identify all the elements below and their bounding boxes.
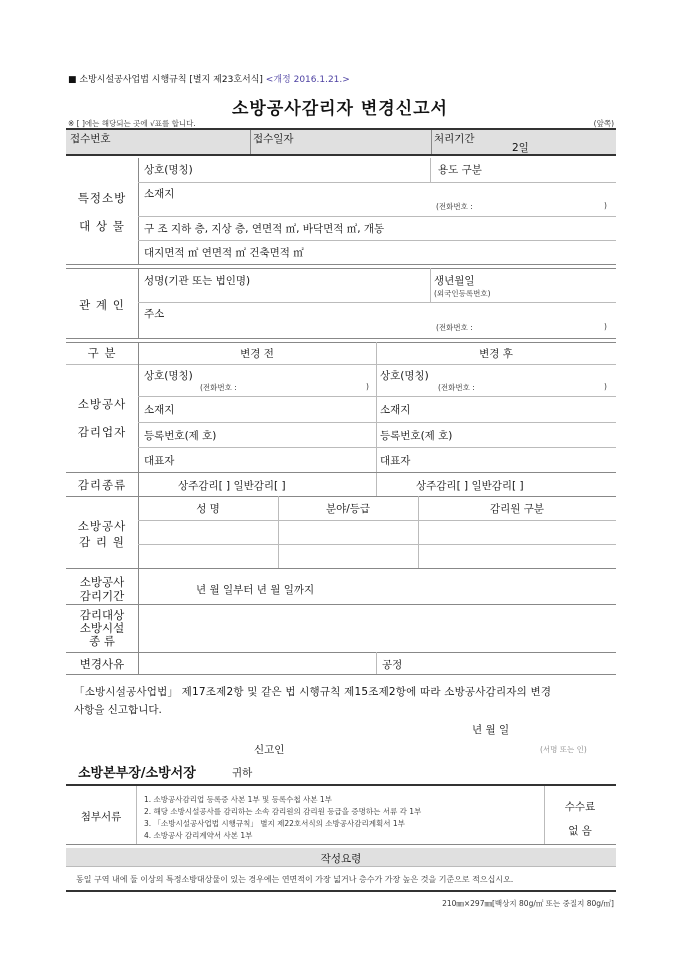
receipt-number-label: 접수번호	[70, 133, 111, 145]
target-name-label: 상호(명칭)	[144, 164, 193, 176]
change-reason-label: 변경사유	[79, 657, 125, 671]
target-section-line2: 대 상 물	[79, 219, 125, 233]
after-representative-label: 대표자	[380, 455, 411, 467]
attachment-item-1: 1. 소방공사감리업 등록증 사본 1부 및 등록수첩 사본 1부	[144, 795, 332, 804]
usage-type-label: 용도 구분	[438, 164, 482, 176]
facility-label-line1: 감리대상	[79, 608, 125, 622]
instructions-title: 작성요령	[320, 853, 362, 865]
fee-value: 없 음	[568, 825, 592, 837]
after-type-options[interactable]: 상주감리[ ] 일반감리[ ]	[416, 480, 524, 492]
receipt-row	[66, 130, 616, 154]
foreign-reg-label: (외국인등록번호)	[434, 289, 491, 298]
related-section: 관 계 인	[79, 298, 125, 312]
before-change-header: 변경 전	[240, 348, 274, 360]
supervisor-field-header: 분야/등급	[325, 503, 371, 515]
after-phone-close: )	[604, 382, 607, 391]
contractor-section-line1: 소방공사	[77, 397, 127, 411]
declaration-line1: 「소방시설공사업법」 제17조제2항 및 같은 법 시행규칙 제15조제2항에 따라 소방공사감리자의 변경	[74, 686, 552, 698]
receipt-date-label: 접수일자	[253, 133, 294, 145]
law-reference-text: ■ 소방시설공사업법 시행규칙 [별지 제23호서식]	[68, 75, 263, 85]
law-reference	[68, 72, 350, 85]
facility-label-line3: 종 류	[89, 634, 115, 648]
form-title: 소방공사감리자 변경신고서	[232, 99, 448, 119]
supervision-type-label: 감리종류	[77, 478, 127, 492]
before-reg-number-label: 등록번호(제 호)	[144, 430, 217, 442]
declaration-line2: 사항을 신고합니다.	[74, 704, 162, 716]
contractor-section-line2: 감리업자	[77, 425, 127, 439]
before-phone-close: )	[366, 382, 369, 391]
attachment-item-4: 4. 소방공사 감리계약서 사본 1부	[144, 831, 253, 840]
category-header: 구 분	[87, 346, 117, 360]
after-phone-label: (전화번호 :	[438, 383, 475, 392]
check-note: ※ [ ]에는 해당되는 곳에 √표를 합니다.	[68, 119, 196, 128]
fee-label: 수수료	[564, 801, 596, 813]
supervisor-type-header: 감리원 구분	[489, 503, 545, 515]
attachment-item-3: 3. 「소방시설공사업법 시행규칙」 별지 제22호서식의 소방공사감리계획서 1부	[144, 819, 405, 828]
before-address-label: 소재지	[144, 404, 175, 416]
related-phone-close: )	[604, 322, 607, 331]
period-label-line1: 소방공사	[79, 575, 125, 589]
supervision-period-text: 년 월 일부터 년 월 일까지	[196, 584, 315, 596]
target-address-label: 소재지	[144, 188, 175, 200]
recipient: 소방본부장/소방서장	[78, 766, 196, 781]
related-name-label: 성명(기관 또는 법인명)	[144, 275, 251, 287]
supervisor-name-header: 성 명	[196, 503, 220, 515]
after-name-label: 상호(명칭)	[380, 370, 429, 382]
after-reg-number-label: 등록번호(제 호)	[380, 430, 453, 442]
before-name-label: 상호(명칭)	[144, 370, 193, 382]
instructions-text: 동일 구역 내에 둘 이상의 특정소방대상물이 있는 경우에는 연면적이 가장 넓거나 층수가 가장 높은 것을 기준으로 적으십시오.	[76, 875, 514, 884]
facility-label-line2: 소방시설	[79, 621, 125, 635]
target-phone-label: (전화번호 :	[436, 202, 473, 211]
target-phone-close: )	[604, 201, 607, 210]
before-phone-label: (전화번호 :	[200, 383, 237, 392]
birth-date-label: 생년월일	[434, 275, 475, 287]
revision-date: <개정 2016.1.21.>	[265, 75, 350, 85]
area-row: 대지면적 ㎡ 연면적 ㎡ 건축면적 ㎡	[144, 247, 304, 259]
declaration-date: 년 월 일	[472, 724, 510, 736]
page-side-label: (앞쪽)	[593, 119, 614, 128]
related-address-label: 주소	[144, 308, 165, 320]
recipient-suffix: 귀하	[232, 767, 253, 779]
period-label-line2: 감리기간	[79, 589, 125, 603]
structure-row: 구 조 지하 층, 지상 층, 연면적 ㎡, 바닥면적 ㎡, 개동	[144, 223, 385, 235]
related-phone-label: (전화번호 :	[436, 323, 473, 332]
processing-period-value: 2일	[512, 142, 529, 154]
before-type-options[interactable]: 상주감리[ ] 일반감리[ ]	[178, 480, 286, 492]
processing-period-label: 처리기간	[434, 133, 475, 145]
target-section-line1: 특정소방	[77, 191, 127, 205]
before-representative-label: 대표자	[144, 455, 175, 467]
supervisor-section-line2: 감 리 원	[79, 535, 125, 549]
after-address-label: 소재지	[380, 404, 411, 416]
attachments-label: 첨부서류	[80, 811, 122, 823]
attachment-item-2: 2. 해당 소방시설공사를 감리하는 소속 감리원의 감리원 등급을 증명하는 서류 각 1부	[144, 807, 422, 816]
signature-label: (서명 또는 인)	[540, 745, 587, 754]
after-change-header: 변경 후	[479, 348, 513, 360]
supervisor-section-line1: 소방공사	[77, 519, 127, 533]
paper-spec: 210㎜×297㎜[백상지 80g/㎡ 또는 중질지 80g/㎡]	[442, 899, 614, 908]
reporter-label: 신고인	[254, 744, 285, 756]
process-label: 공정	[382, 659, 403, 671]
